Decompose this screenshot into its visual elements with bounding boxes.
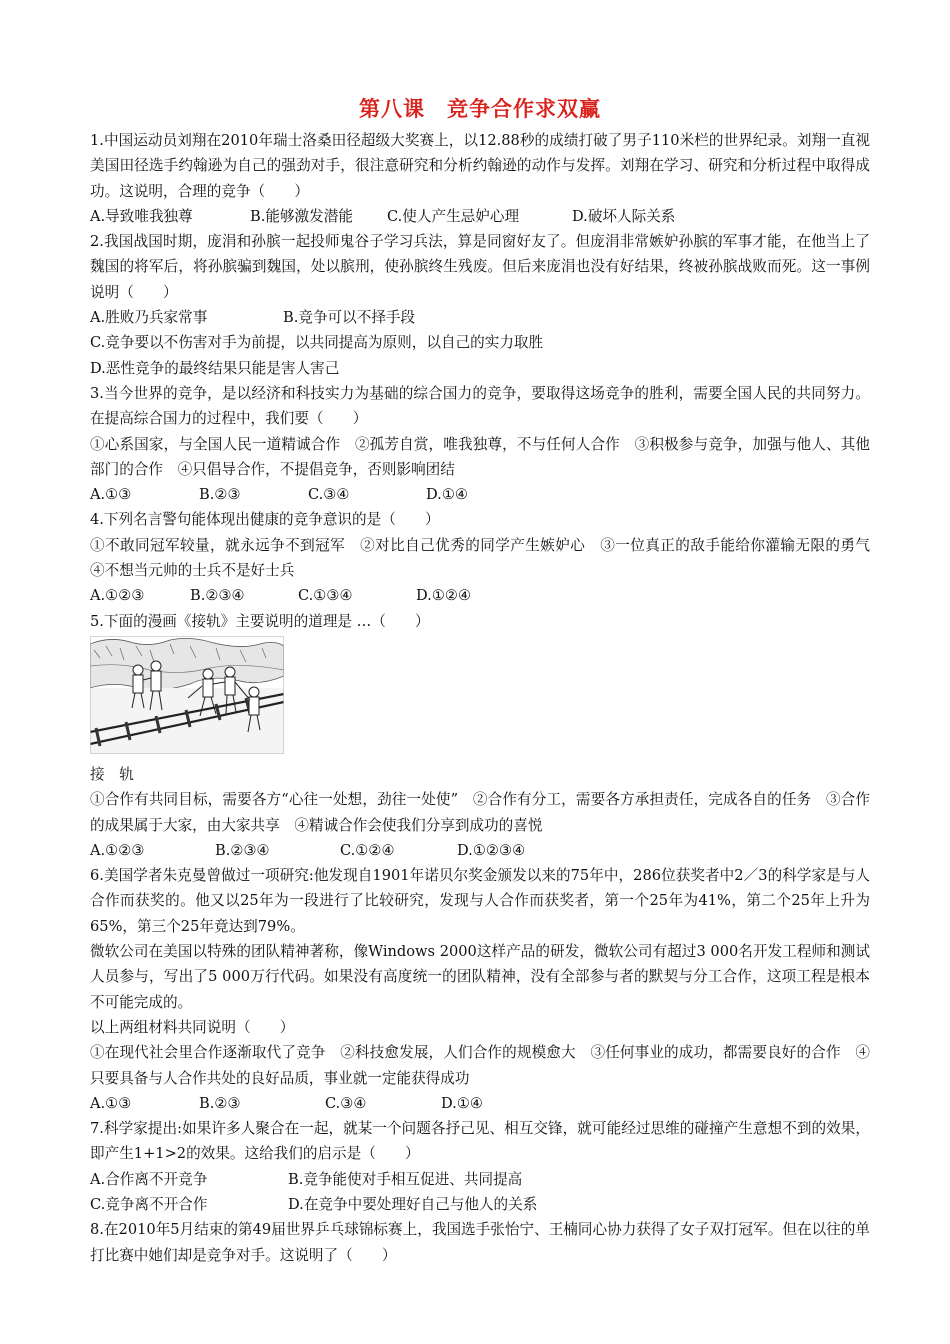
option-a: A.①③ (90, 1094, 132, 1112)
question-4-items: ①不敢同冠军较量，就永远争不到冠军 ②对比自己优秀的同学产生嫉妒心 ③一位真正的敌手能给你灌输无限的勇气 ④不想当元帅的士兵不是好士兵 (90, 536, 885, 580)
option-a: A.胜败乃兵家常事 (90, 309, 208, 327)
option-c: C.③④ (308, 486, 350, 504)
option-d: D.恶性竞争的最终结果只能是害人害己 (90, 359, 340, 377)
question-2-options-ab (90, 305, 870, 330)
question-5-options (90, 838, 870, 863)
option-b: B.竞争能使对手相互促进、共同提高 (288, 1170, 523, 1188)
option-c: C.③④ (325, 1094, 367, 1112)
option-d: D.破坏人际关系 (572, 207, 676, 225)
option-b: B.②③④ (190, 587, 245, 605)
option-b: B.②③ (199, 486, 241, 504)
lesson-topic: 竞争合作求双赢 (447, 96, 601, 121)
question-4-options (90, 583, 870, 608)
option-d: D.①②③④ (457, 841, 526, 859)
option-d: D.①④ (426, 486, 468, 504)
lesson-number: 第八课 (359, 96, 425, 121)
question-8-stem: 8.在2010年5月结束的第49届世界乒乓球锦标赛上，我国选手张怡宁、王楠同心协力获得了女子双打冠军。但在以往的单打比赛中她们却是竞争对手。这说明了（ ） (90, 1221, 870, 1264)
question-6-material-1: 6.美国学者朱克曼曾做过一项研究:他发现自1901年诺贝尔奖金颁发以来的75年中，286位获奖者中2／3的科学家是与人合作而获奖的。他又以25年为一段进行了比较研究，发现与人合作而获奖者，第一个25年为41%，第二个25年上升为65%，第三个25年竟达到79%。 (90, 867, 870, 935)
question-3-items: ①心系国家，与全国人民一道精诚合作 ②孤芳自赏，唯我独尊，不与任何人合作 ③积极参与竞争，加强与他人、其他部门的合作 ④只倡导合作，不提倡竞争，否则影响团结 (90, 435, 870, 478)
option-d: D.①④ (441, 1094, 483, 1112)
cartoon-track-laying-illustration (90, 636, 284, 754)
question-3-stem: 3.当今世界的竞争，是以经济和科技实力为基础的综合国力的竞争，要取得这场竞争的胜利，需要全国人民的共同努力。在提高综合国力的过程中，我们要（ ） (90, 384, 870, 428)
option-c: C.竞争要以不伤害对手为前提，以共同提高为原则，以自己的实力取胜 (90, 334, 544, 352)
option-d: D.①②④ (416, 587, 472, 605)
question-2-stem: 2.我国战国时期，庞涓和孙膑一起投师鬼谷子学习兵法，算是同窗好友了。但庞涓非常嫉妒孙膑的军事才能，在他当上了魏国的将军后，将孙膑骗到魏国，处以膑刑，使孙膑终生残废。但后来庞涓也没有好结果，终被孙膑战败而死。这一事例说明（ ） (90, 233, 870, 301)
question-1-stem: 1.中国运动员刘翔在2010年瑞士洛桑田径超级大奖赛上，以12.88秒的成绩打破了男子110米栏的世界纪录。刘翔一直视美国田径选手约翰逊为自己的强劲对手，很注意研究和分析约翰逊的动作与发挥。刘翔在学习、研究和分析过程中取得成功。这说明，合理的竞争（ ） (90, 132, 870, 200)
question-6-options (90, 1091, 870, 1116)
question-3-options (90, 482, 870, 507)
question-6-material-2: 微软公司在美国以特殊的团队精神著称，像Windows 2000这样产品的研发，微软公司有超过3 000名开发工程师和测试人员参与，写出了5 000万行代码。如果没有高度统一的团队精神，没有全部参与者的默契与分工合作，这项工程是根本不可能完成的。 (90, 943, 870, 1011)
option-b: B.竞争可以不择手段 (283, 309, 416, 327)
question-6-items: ①在现代社会里合作逐渐取代了竞争 ②科技愈发展，人们合作的规模愈大 ③任何事业的成功，都需要良好的合作 ④只要具备与人合作共处的良好品质，事业就一定能获得成功 (90, 1044, 870, 1087)
question-7-options-cd (90, 1192, 870, 1217)
question-7-stem: 7.科学家提出:如果许多人聚合在一起，就某一个问题各抒己见、相互交锋，就可能经过思维的碰撞产生意想不到的效果，即产生1+1>2的效果。这给我们的启示是（ ） (90, 1120, 870, 1163)
option-c: C.使人产生忌妒心理 (387, 207, 520, 225)
option-a: A.合作离不开竞争 (90, 1170, 208, 1188)
option-c: C.①②④ (340, 841, 395, 859)
question-1-options (90, 204, 870, 229)
option-b: B.能够激发潜能 (250, 207, 353, 225)
question-6-stem: 以上两组材料共同说明（ ） (90, 1018, 295, 1036)
option-d: D.在竞争中要处理好自己与他人的关系 (288, 1195, 538, 1213)
page-title (90, 96, 870, 122)
question-5-items: ①合作有共同目标，需要各方“心往一处想，劲往一处使” ②合作有分工，需要各方承担责任，完成各自的任务 ③合作的成果属于大家，由大家共享 ④精诚合作会使我们分享到成功的喜悦 (90, 791, 870, 834)
question-7-options-ab (90, 1167, 870, 1192)
option-b: B.②③ (199, 1094, 241, 1112)
worksheet (90, 96, 885, 1268)
option-a: A.①②③ (90, 587, 145, 605)
option-c: C.①③④ (298, 587, 353, 605)
question-4-stem: 4.下列名言警句能体现出健康的竞争意识的是（ ） (90, 511, 440, 529)
option-a: A.①③ (90, 486, 132, 504)
option-b: B.②③④ (215, 841, 270, 859)
option-a: A.①②③ (90, 841, 145, 859)
option-a: A.导致唯我独尊 (90, 207, 193, 225)
option-c: C.竞争离不开合作 (90, 1195, 208, 1213)
question-5-stem: 5.下面的漫画《接轨》主要说明的道理是 …（ ） (90, 612, 430, 630)
figure-caption: 接 轨 (90, 765, 134, 783)
